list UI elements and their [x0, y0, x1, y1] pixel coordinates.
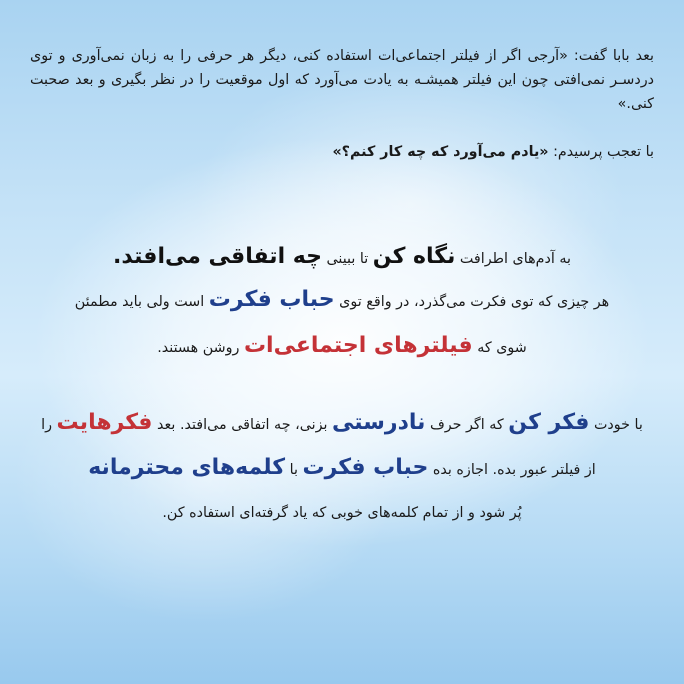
block1-line1-highlight-1: نگاه کن — [372, 244, 456, 269]
block2-line1-highlight-3: فکرهایت — [56, 410, 153, 435]
question-prefix: با تعجب پرسیدم: — [548, 144, 654, 160]
block1-line2-text-1: هر چیزی که توی فکرت می‌گذرد، در واقع توی — [334, 294, 610, 310]
question-line — [30, 140, 654, 164]
block1-line3-text-1: شوی که — [472, 340, 527, 356]
block2-line-3 — [24, 497, 660, 529]
intro-paragraph — [30, 44, 654, 116]
block1-line2-text-2: است ولی باید مطمئن — [74, 294, 209, 310]
block2-line2-text-2: با — [285, 462, 303, 478]
highlight-block-1 — [24, 238, 660, 367]
block2-line1-text-2: که اگر حرف — [425, 417, 509, 433]
block1-line3-highlight-1: فیلترهای اجتماعی‌ات — [243, 333, 473, 358]
block2-line1-text-1: با خودت — [589, 417, 643, 433]
question-quote: «یادم می‌آورد که چه کار کنم؟» — [332, 144, 549, 160]
block2-line2-text-1: از فیلتر عبور بده. اجازه بده — [428, 462, 596, 478]
block1-line1-text-1: به آدم‌های اطرافت — [455, 251, 571, 267]
block2-line1-text-4: را — [41, 417, 57, 433]
block2-line3-text-1: پُر شود و از تمام کلمه‌های خوبی که یاد گرفته‌ای استفاده کن. — [162, 505, 522, 521]
block1-line3-text-2: روشن هستند. — [157, 340, 244, 356]
block1-line-1 — [24, 238, 660, 278]
block2-line1-highlight-1: فکر کن — [508, 410, 590, 435]
block1-line1-text-2: تا ببینی — [321, 251, 373, 267]
block1-line1-highlight-2: چه اتفاقی می‌افتد. — [113, 244, 322, 269]
block1-line2-highlight-1: حباب فکرت — [208, 287, 335, 312]
highlight-block-2 — [24, 404, 660, 529]
intro-text: بعد بابا گفت: «آرجی اگر از فیلتر اجتماعی‌ات استفاده کنی، دیگر هر حرفی را به زبان نمی‌آوری و توی دردسـر نمی‌افتی چون این فیلتر همیشـه به یادت می‌آورد که اول موقعیت را در نظر بگیری و بعد صحبت کنی.» — [30, 48, 654, 112]
block1-line-3 — [24, 327, 660, 367]
block2-line2-highlight-2: کلمه‌های محترمانه — [88, 455, 286, 480]
block2-line1-highlight-2: نادرستی — [332, 410, 426, 435]
block1-line-2 — [24, 281, 660, 321]
block2-line2-highlight-1: حباب فکرت — [302, 455, 429, 480]
block2-line-2 — [24, 449, 660, 489]
block2-line1-text-3: بزنی، چه اتفاقی می‌افتد. بعد — [152, 417, 333, 433]
block2-line-1 — [24, 404, 660, 444]
